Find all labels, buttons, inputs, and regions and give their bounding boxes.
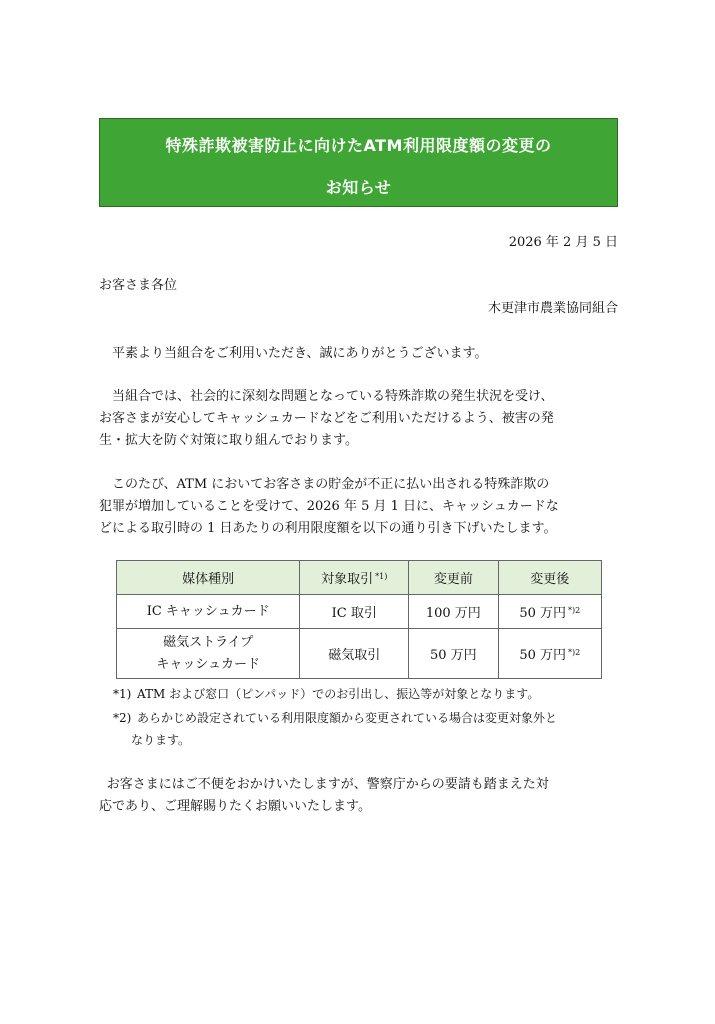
addressee: お客さま各位	[99, 278, 178, 293]
media-type-text: 磁気ストライプ	[163, 634, 254, 650]
paragraph-line: どによる取引時の 1 日あたりの利用限度額を以下の通り引き下げいたします。	[99, 521, 557, 536]
after-value: 50 万円	[519, 648, 567, 663]
cell-transaction: IC 取引	[300, 595, 409, 629]
table-header-row	[117, 561, 602, 595]
footnote-2-continuation: なります。	[131, 733, 191, 747]
cell-media-type	[117, 595, 300, 629]
paragraph-line: 当組合では、社会的に深刻な問題となっている特殊詐欺の発生状況を受け、	[112, 389, 554, 404]
media-type-text: キャッシュカード	[156, 656, 261, 672]
footnote-marker: *)2	[568, 648, 581, 657]
paragraph-change	[99, 474, 619, 540]
header-before: 変更前	[409, 561, 499, 595]
footnote-marker: *)2	[568, 606, 581, 615]
cell-transaction: 磁気取引	[300, 629, 409, 679]
table-row	[117, 629, 602, 679]
paragraph-line: 応であり、ご理解賜りたくお願いいたします。	[99, 799, 371, 814]
cell-before: 50 万円	[409, 629, 499, 679]
cell-before: 100 万円	[409, 595, 499, 629]
paragraph-closing	[99, 774, 619, 818]
title-line-1: 特殊詐欺被害防止に向けたATM利用限度額の変更の	[165, 136, 552, 155]
title-line-2: お知らせ	[325, 178, 392, 197]
paragraph-line: このたび、ATM においてお客さまの貯金が不正に払い出される特殊詐欺の	[112, 477, 550, 492]
paragraph-line: 生・拡大を防ぐ対策に取り組んでおります。	[99, 433, 358, 448]
table-row	[117, 595, 602, 629]
paragraph-line: お客さまにはご不便をおかけいたしますが、警察庁からの要請も踏まえた対	[106, 777, 549, 792]
footnote-marker: *1)	[375, 572, 388, 581]
paragraph-line: お客さまが安心してキャッシュカードなどをご利用いただけるよう、被害の発	[99, 411, 554, 426]
sender-name: 木更津市農業協同組合	[487, 301, 618, 316]
header-transaction-label: 対象取引	[321, 572, 374, 587]
limit-change-table	[116, 560, 602, 679]
greeting-text: 平素より当組合をご利用いただき、誠にありがとうございます。	[112, 346, 488, 361]
paragraph-line: 犯罪が増加していることを受けて、2026 年 5 月 1 日に、キャッシュカードな	[99, 499, 559, 514]
issue-date: 2026 年 2 月 5 日	[508, 235, 618, 250]
cell-after	[498, 629, 601, 679]
footnote-1	[113, 684, 539, 704]
footnote-text: ATM および窓口（ピンパッド）でのお引出し、振込等が対象となります。	[137, 687, 540, 701]
cell-after	[498, 595, 601, 629]
footnote-2	[113, 708, 557, 728]
paragraph-background	[99, 386, 619, 452]
paragraph-greeting	[99, 343, 619, 365]
header-media-type: 媒体種別	[117, 561, 300, 595]
after-value: 50 万円	[519, 606, 567, 621]
header-after: 変更後	[498, 561, 601, 595]
notice-title-banner	[99, 118, 618, 207]
footnote-mark: *1)	[113, 687, 132, 701]
footnote-mark: *2)	[113, 711, 132, 725]
header-transaction	[300, 561, 409, 595]
footnote-text: あらかじめ設定されている利用限度額から変更されている場合は変更対象外と	[137, 711, 558, 725]
media-type-text: IC キャッシュカード	[146, 603, 270, 619]
cell-media-type	[117, 629, 300, 679]
